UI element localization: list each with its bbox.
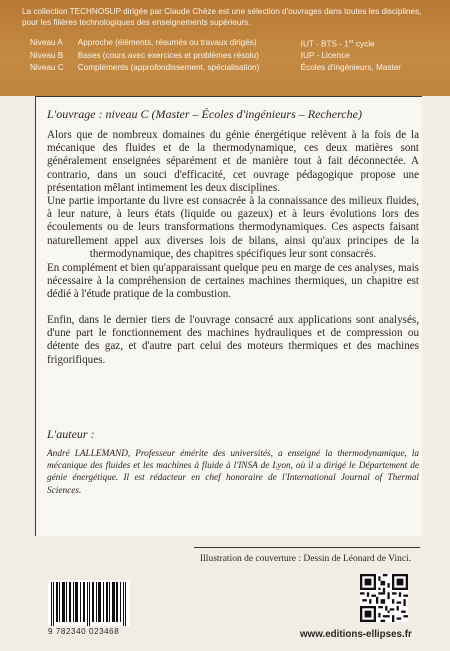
ouvrage-paragraph-2: Une partie importante du livre est consacrée à la connaissance des milieux fluides, à leur nature, à leurs états (liquide ou gazeux) et à leurs évolutions lors des écoulements ou de leurs transformations thermodynamiques. Ces aspects faisant naturellement appel aux diverses lois de bilans, ainsi qu'aux principes de la thermodynamique, des chapitres spécifiques leur sont consacrés. (47, 195, 419, 260)
level-name: Niveau A (30, 38, 63, 47)
publisher-website[interactable]: www.editions-ellipses.fr (300, 629, 412, 640)
back-cover-panel (35, 96, 422, 536)
ouvrage-paragraph-3: En complément et bien qu'apparaissant quelque peu en marge de ces analyses, mais nécessaire à la compréhension de certaines machines thermiques, un chapitre est dédié à l'étude pratique de la combustion. (47, 262, 419, 301)
collection-banner (0, 0, 450, 96)
level-desc: Bases (cours avec exercices et problèmes résolu) (77, 51, 259, 61)
illustration-credit: Illustration de couverture : Dessin de Léonard de Vinci. (200, 554, 412, 564)
level-target: Écoles d'ingénieurs, Master (300, 62, 401, 72)
collection-intro (22, 6, 432, 28)
level-desc: Compléments (approfondissement, spécialisation) (77, 62, 260, 72)
panel-left-rule (35, 96, 36, 536)
auteur-heading: L'auteur : (47, 427, 95, 441)
isbn-number: 9 782340 023468 (48, 627, 120, 636)
ouvrage-heading: L'ouvrage : niveau C (Master – Écoles d'ingénieurs – Recherche) (47, 107, 362, 121)
level-target-sup: er (348, 39, 354, 45)
auteur-text: André LALLEMAND, Professeur émérite des universités, a enseigné la thermodynamique, la mécanique des fluides et les machines à fluide à l'INSA de Lyon, où il a dirigé le Département de génie énergétique. Il est rédacteur en chef honoraire de l'International Journal of Thermal Sciences. (47, 449, 419, 496)
level-row-b (30, 50, 440, 62)
level-name: Niveau C (30, 62, 64, 72)
panel-top-rule (35, 96, 422, 97)
illustration-rule (194, 547, 420, 548)
levels-table (30, 37, 440, 74)
level-name: Niveau B (30, 51, 64, 61)
intro-line-1: La collection TECHNOSUP dirigée par Claude Chèze est une sélection d'ouvrages dans toutes les disciplines, (22, 7, 422, 16)
intro-line-2: pour les filières technologiques des enseignements supérieurs. (22, 18, 251, 27)
level-target (301, 37, 440, 50)
level-target-main: IUT - BTS - 1 (300, 39, 349, 49)
level-row-a (30, 37, 440, 50)
level-row-c (30, 62, 440, 74)
level-desc: Approche (éléments, résumés ou travaux dirigés) (77, 38, 257, 47)
barcode-icon (48, 580, 130, 626)
ouvrage-paragraph-1: Alors que de nombreux domaines du génie énergétique relèvent à la fois de la mécanique des fluides et de la thermodynamique, ces deux matières sont généralement enseignées séparément et de manière tout à fait déconnectée. A contrario, dans un souci d'efficacité, cet ouvrage pédagogique propose une présentation mêlant intimement les deux disciplines. (47, 129, 419, 194)
ouvrage-paragraph-4: Enfin, dans le dernier tiers de l'ouvrage consacré aux applications sont analysés, d'une part le fonctionnement des machines hydrauliques et de compression ou détente des gaz, et d'autre part celui des moteurs thermiques et des machines frigorifiques. (47, 314, 419, 366)
qr-code-icon (360, 574, 408, 622)
level-target-tail: cycle (353, 39, 375, 49)
level-target: IUP - Licence (300, 51, 350, 61)
